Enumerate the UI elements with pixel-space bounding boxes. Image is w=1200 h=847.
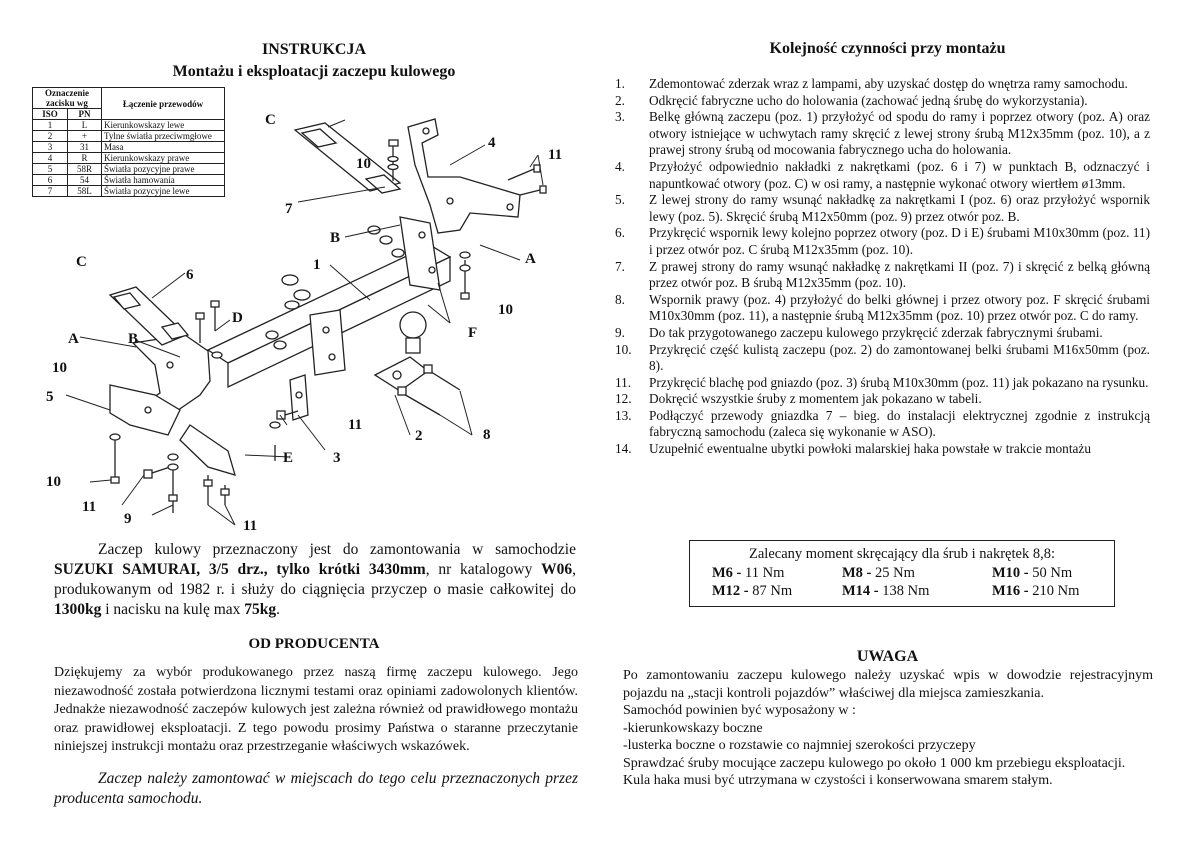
table-row: 3 31 Masa: [33, 142, 225, 153]
steps-heading: Kolejność czynności przy montażu: [769, 40, 1006, 57]
label-8: 8: [483, 427, 491, 443]
torque-m14: M14 - 138 Nm: [842, 583, 930, 599]
label-e: E: [283, 450, 294, 466]
list-item: 14. Uzupełnić ewentualne ubytki powłoki malarskiej haka powstałe w trakcie montażu: [615, 441, 1091, 457]
table-row: 6 54 Światła hamowania: [33, 175, 225, 186]
producer-text: Dziękujemy za wybór produkowanego przez naszą firmę zaczepu kulowego. Jego niezawodność została potwierdzona licznymi testami oraz opiniami zadowolonych klientów. Jednakże niezawodność zaczepów kulowych jest zależna również od prawidłowego montażu oraz prawidłowej eksploatacji. Z tego powodu prosimy Państwa o staranne przeczytanie niniejszej instrukcji montażu oraz przestrzeganie właściwych wskazówek.: [54, 665, 578, 754]
torque-header: Zalecany moment skręcający dla śrub i nakrętek 8,8:: [749, 546, 1055, 562]
wiring-header-pn: PN: [67, 109, 101, 120]
table-row: 5 58R Światła pozycyjne prawe: [33, 164, 225, 175]
label-b-mid: B: [330, 230, 341, 246]
label-a-left: A: [68, 331, 79, 347]
list-item: 3. Belkę główną zaczepu (poz. 1) przyłożyć od spodu do ramy i poprzez otwory (poz. A) oraz otwory istniejące w uchwytach ramy skręcić z lewej strony śrubą M12x35mm (poz. 10), a z prawej strony śrubą od mocowania fabrycznego ucha do holowania.: [615, 109, 1150, 158]
label-10-right: 10: [498, 302, 513, 318]
label-9: 9: [124, 511, 132, 527]
label-11-left: 11: [82, 499, 97, 515]
torque-m6: M6 - 11 Nm: [712, 565, 785, 581]
table-row: 7 58L Światła pozycyjne lewe: [33, 186, 225, 197]
doc-title: INSTRUKCJA: [261, 41, 366, 58]
label-b-left: B: [128, 331, 139, 347]
plate-7-drawing: [295, 123, 400, 202]
torque-box: [689, 540, 1115, 607]
towball-2-drawing: [375, 312, 460, 415]
label-f: F: [468, 325, 478, 341]
list-item: 1. Zdemontować zderzak wraz z lampami, aby uzyskać dostęp do wnętrza ramy samochodu.: [615, 76, 1128, 91]
wiring-header-group: Oznaczenie zacisku wg: [33, 88, 102, 109]
plate-6-drawing: [110, 287, 188, 345]
label-5: 5: [46, 389, 54, 405]
producer-heading: OD PRODUCENTA: [248, 636, 380, 652]
label-c-left: C: [76, 254, 87, 270]
warning-heading: UWAGA: [856, 648, 919, 665]
label-d: D: [232, 310, 243, 326]
product-description: Zaczep kulowy przeznaczony jest do zamontowania w samochodzie SUZUKI SAMURAI, 3/5 drz., tylko krótki 3430mm, nr katalogowy W06, produkowanym od 1982 r. i służy do ciągnięcia przyczep o masie całkowitej do 1300kg i nacisku na kulę max 75kg.: [54, 541, 576, 618]
wiring-header-conn: Łączenie przewodów: [102, 88, 225, 120]
table-row: 4 R Kierunkowskazy prawe: [33, 153, 225, 164]
bolt-10-right-drawing: [460, 252, 470, 299]
label-2: 2: [415, 428, 423, 444]
torque-m12: M12 - 87 Nm: [712, 583, 793, 599]
label-11-mid: 11: [348, 417, 363, 433]
warning-text: Po zamontowaniu zaczepu kulowego należy uzyskać wpis w dowodzie rejestracyjnym pojazdu na „stacji kontroli pojazdów” właściwej dla miejsca zamieszkania. Samochód powinien być wyposażony w : -kierunkowskazy boczne -lusterka boczne o rozstawie co najmniej szerokości przyczepy Sprawdzać śruby mocujące zaczepu kulowego po około 1 000 km przebiegu eksploatacji. Kula haka musi być utrzymana w czystości i konserwowana smarem stałym.: [623, 668, 1153, 788]
bracket-4-drawing: [408, 119, 520, 233]
list-item: 2. Odkręcić fabryczne ucho do holowania (zachować jedną śrubę do wykorzystania).: [615, 92, 1088, 108]
list-item: 7. Z prawej strony do ramy wsunąć nakładkę z nakrętkami II (poz. 7) i skręcić z belką główną przez otwór poz. B śrubą M12x35mm (poz. 10).: [615, 258, 1150, 291]
torque-m8: M8 - 25 Nm: [842, 565, 915, 581]
label-c-top: C: [265, 112, 276, 128]
list-item: 10. Przykręcić część kulistą zaczepu (poz. 2) do zamontowanej belki śrubami M16x50mm (poz. 8).: [615, 341, 1150, 374]
wiring-header-iso: ISO: [33, 109, 68, 120]
label-1: 1: [313, 257, 321, 273]
list-item: 6. Przykręcić wspornik lewy kolejno poprzez otwory (poz. D i E) śrubami M10x30mm (poz. 11) i przez otwór poz. C śrubą M12x35mm (poz. 10).: [615, 225, 1150, 257]
list-item: 4. Przyłożyć odpowiednio nakładki z nakrętkami (poz. 6 i 7) w punktach B, odznaczyć i napuntkować otwory (poz. C) w osi ramy, a następnie wykonać otwory wiertłem ø13mm.: [615, 158, 1150, 191]
label-10-bottom: 10: [46, 474, 61, 490]
list-item: 5. Z lewej strony do ramy wsunąć nakładkę za nakrętkami I (poz. 6) oraz przyłożyć wspornik lewy (poz. 5). Skręcić śrubą M12x50mm (poz. 9) przez otwór poz. B.: [615, 192, 1150, 224]
assembly-diagram: [40, 95, 588, 535]
list-item: 9. Do tak przygotowanego zaczepu kulowego przykręcić zderzak fabrycznymi śrubami.: [615, 324, 1103, 340]
list-item: 13. Podłączyć przewody gniazdka 7 – bieg. do instalacji elektrycznej zgodnie z instrukcją fabryczną samochodu (zaleca się wykonanie w ASO).: [615, 407, 1150, 440]
list-item: 11. Przykręcić blachę pod gniazdo (poz. 3) śrubą M10x30mm (poz. 11) jak pokazano na rysunku.: [615, 374, 1149, 390]
label-7: 7: [285, 201, 293, 217]
label-10-left: 10: [52, 360, 67, 376]
label-11-top: 11: [548, 147, 563, 163]
torque-m10: M10 - 50 Nm: [992, 565, 1073, 581]
label-4: 4: [488, 135, 496, 151]
doc-subtitle: Montażu i eksploatacji zaczepu kulowego: [172, 63, 456, 80]
table-row: 1 L Kierunkowskazy lewe: [33, 120, 225, 131]
list-item: 8. Wspornik prawy (poz. 4) przyłożyć do belki głównej i przez otwory poz. F skręcić śrubami M10x30mm (poz. 11), a następnie śrubą M12x35mm (poz. 10) przez otwór poz. C do ramy.: [615, 291, 1150, 324]
list-item: 12. Dokręcić wszystkie śruby z momentem jak pokazano w tabeli.: [615, 391, 982, 407]
label-11-bottom: 11: [243, 518, 258, 534]
label-10-top: 10: [356, 156, 371, 172]
label-3: 3: [333, 450, 341, 466]
producer-note: Zaczep należy zamontować w miejscach do tego celu przeznaczonych przez producenta samochodu.: [54, 770, 578, 807]
label-a-right: A: [525, 251, 536, 267]
torque-m16: M16 - 210 Nm: [992, 583, 1080, 599]
steps-list: [615, 76, 1150, 458]
table-row: 2 + Tylne światła przeciwmgłowe: [33, 131, 225, 142]
label-6: 6: [186, 267, 194, 283]
